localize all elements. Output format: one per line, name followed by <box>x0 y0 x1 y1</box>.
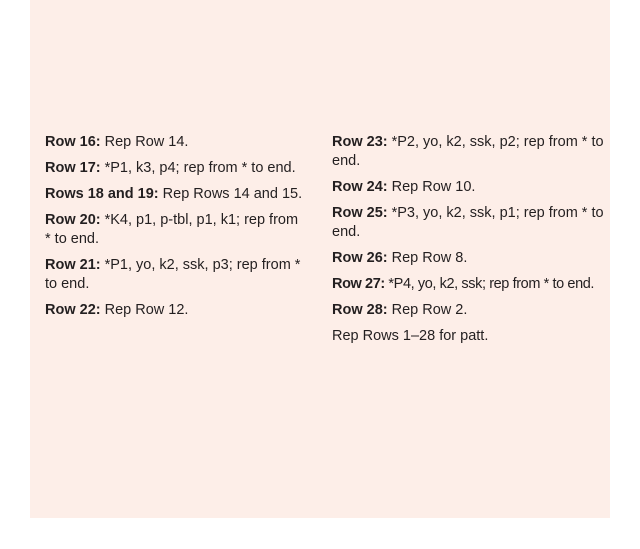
row-23-instruction: Row 23: *P2, yo, k2, ssk, p2; rep from * to end. <box>332 134 604 169</box>
row-17-instruction: Row 17: *P1, k3, p4; rep from * to end. <box>45 160 296 176</box>
row-22-instruction: Row 22: Rep Row 12. <box>45 302 189 318</box>
repeat-note: Rep Rows 1–28 for patt. <box>332 328 489 344</box>
rows-18-19-instruction: Rows 18 and 19: Rep Rows 14 and 15. <box>45 186 303 202</box>
left-column <box>45 133 307 327</box>
row-21-instruction: Row 21: *P1, yo, k2, ssk, p3; rep from * to end. <box>45 257 301 292</box>
right-column <box>332 133 604 353</box>
row-26-instruction: Row 26: Rep Row 8. <box>332 250 468 266</box>
row-16-instruction: Row 16: Rep Row 14. <box>45 134 189 150</box>
row-25-instruction: Row 25: *P3, yo, k2, ssk, p1; rep from * to end. <box>332 205 604 240</box>
row-27-instruction: Row 27: *P4, yo, k2, ssk; rep from * to end. <box>332 276 595 292</box>
row-24-instruction: Row 24: Rep Row 10. <box>332 179 476 195</box>
row-28-instruction: Row 28: Rep Row 2. <box>332 302 468 318</box>
row-20-instruction: Row 20: *K4, p1, p-tbl, p1, k1; rep from * to end. <box>45 212 299 247</box>
